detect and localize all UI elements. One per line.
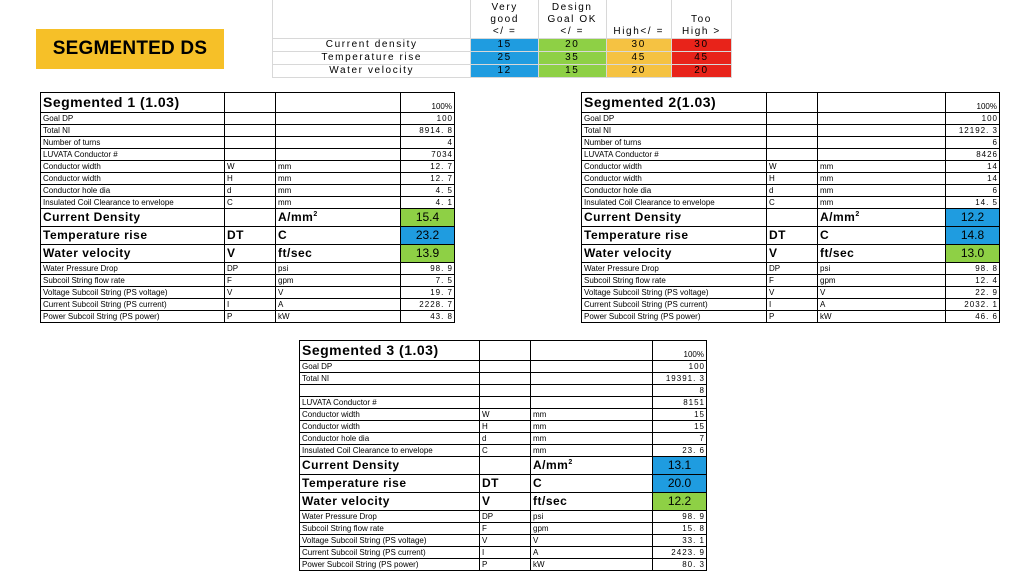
row-label: Conductor width bbox=[582, 161, 767, 173]
row-label: Water Pressure Drop bbox=[582, 263, 767, 275]
legend-cell-very-good: 15 bbox=[471, 38, 539, 51]
row-value: 8 bbox=[653, 385, 707, 397]
table-row bbox=[41, 287, 455, 299]
table-row bbox=[300, 559, 707, 571]
unit-text: A/mm bbox=[820, 210, 856, 224]
row-unit bbox=[818, 209, 946, 227]
row-symbol: I bbox=[480, 547, 531, 559]
table-cell bbox=[225, 209, 276, 227]
legend-header-row bbox=[273, 0, 732, 38]
row-label: Subcoil String flow rate bbox=[300, 523, 480, 535]
water-velocity-value: 13.9 bbox=[401, 245, 455, 263]
table-cell bbox=[531, 385, 653, 397]
legend-cell-too-high: 20 bbox=[671, 64, 731, 77]
unit-exponent: 2 bbox=[855, 211, 860, 218]
row-symbol: H bbox=[480, 421, 531, 433]
row-symbol: DT bbox=[480, 475, 531, 493]
table-cell bbox=[480, 397, 531, 409]
row-label: Subcoil String flow rate bbox=[582, 275, 767, 287]
table-cell bbox=[818, 149, 946, 161]
table-cell bbox=[480, 373, 531, 385]
row-label: Conductor width bbox=[300, 421, 480, 433]
legend-header-too-high-text: Too High > bbox=[682, 13, 721, 37]
row-unit: mm bbox=[276, 161, 401, 173]
row-value: 100 bbox=[946, 113, 1000, 125]
row-value: 12192. 3 bbox=[946, 125, 1000, 137]
table-row bbox=[582, 185, 1000, 197]
table-row bbox=[41, 263, 455, 275]
row-value: 98. 8 bbox=[946, 263, 1000, 275]
legend-row-label: Current density bbox=[273, 38, 471, 51]
row-unit: V bbox=[531, 535, 653, 547]
row-label: Total NI bbox=[300, 373, 480, 385]
row-label: Temperature rise bbox=[582, 227, 767, 245]
row-label: Current Subcoil String (PS current) bbox=[582, 299, 767, 311]
table-row-water-velocity bbox=[582, 245, 1000, 263]
table-cell bbox=[767, 137, 818, 149]
row-label: Conductor hole dia bbox=[300, 433, 480, 445]
row-label: Temperature rise bbox=[41, 227, 225, 245]
row-symbol: DP bbox=[225, 263, 276, 275]
row-value: 100 bbox=[653, 361, 707, 373]
table-cell bbox=[818, 125, 946, 137]
row-label: Conductor width bbox=[300, 409, 480, 421]
table-row bbox=[41, 137, 455, 149]
table-cell bbox=[225, 125, 276, 137]
table-header-row bbox=[300, 341, 707, 361]
row-unit: mm bbox=[531, 433, 653, 445]
legend-header-design-ok-text: Design Goal OK </ = bbox=[547, 1, 598, 37]
row-value: 6 bbox=[946, 185, 1000, 197]
row-unit: psi bbox=[276, 263, 401, 275]
row-label: Voltage Subcoil String (PS voltage) bbox=[41, 287, 225, 299]
table-cell bbox=[531, 397, 653, 409]
row-symbol: P bbox=[767, 311, 818, 323]
row-symbol: DT bbox=[225, 227, 276, 245]
row-value: 46. 6 bbox=[946, 311, 1000, 323]
row-value: 4. 5 bbox=[401, 185, 455, 197]
table-cell bbox=[225, 149, 276, 161]
segmented-2-table bbox=[581, 92, 1000, 323]
row-value: 14 bbox=[946, 173, 1000, 185]
row-value: 19. 7 bbox=[401, 287, 455, 299]
table-row bbox=[300, 421, 707, 433]
row-symbol: P bbox=[480, 559, 531, 571]
table-row-temp-rise bbox=[300, 475, 707, 493]
table-header-row bbox=[582, 93, 1000, 113]
table-row bbox=[300, 409, 707, 421]
water-velocity-value: 12.2 bbox=[653, 493, 707, 511]
row-unit: gpm bbox=[818, 275, 946, 287]
row-unit: A bbox=[276, 299, 401, 311]
row-label: Goal DP bbox=[41, 113, 225, 125]
row-symbol: V bbox=[480, 535, 531, 547]
table-row bbox=[41, 161, 455, 173]
table-row bbox=[300, 535, 707, 547]
table-cell bbox=[767, 125, 818, 137]
row-unit: C bbox=[276, 227, 401, 245]
table-header-row bbox=[41, 93, 455, 113]
row-symbol: W bbox=[225, 161, 276, 173]
row-symbol: H bbox=[767, 173, 818, 185]
legend-cell-design-ok: 15 bbox=[538, 64, 606, 77]
row-symbol: C bbox=[767, 197, 818, 209]
temp-rise-value: 20.0 bbox=[653, 475, 707, 493]
row-unit: kW bbox=[276, 311, 401, 323]
table-cell bbox=[225, 113, 276, 125]
row-unit: gpm bbox=[276, 275, 401, 287]
row-symbol: V bbox=[480, 493, 531, 511]
legend-header-very-good-text: Very good </ = bbox=[490, 1, 519, 37]
table-row bbox=[582, 197, 1000, 209]
table-cell bbox=[767, 93, 818, 113]
row-unit bbox=[531, 457, 653, 475]
row-symbol: I bbox=[225, 299, 276, 311]
table-row-water-velocity bbox=[300, 493, 707, 511]
row-symbol: F bbox=[225, 275, 276, 287]
temp-rise-value: 23.2 bbox=[401, 227, 455, 245]
row-unit: ft/sec bbox=[818, 245, 946, 263]
table-cell bbox=[480, 385, 531, 397]
row-label: Current Subcoil String (PS current) bbox=[41, 299, 225, 311]
table-row bbox=[582, 311, 1000, 323]
row-unit: A bbox=[531, 547, 653, 559]
table-row bbox=[41, 197, 455, 209]
table-cell bbox=[480, 361, 531, 373]
row-symbol: V bbox=[767, 287, 818, 299]
row-label: Insulated Coil Clearance to envelope bbox=[300, 445, 480, 457]
row-label: Current Density bbox=[41, 209, 225, 227]
row-symbol: d bbox=[767, 185, 818, 197]
row-unit: C bbox=[818, 227, 946, 245]
row-label: Water Pressure Drop bbox=[300, 511, 480, 523]
legend-header-high: High</ = bbox=[606, 0, 671, 38]
row-label-blank bbox=[300, 385, 480, 397]
row-value: 43. 8 bbox=[401, 311, 455, 323]
legend-cell-high: 30 bbox=[606, 38, 671, 51]
table-row bbox=[41, 311, 455, 323]
table-row bbox=[41, 125, 455, 137]
row-symbol: V bbox=[767, 245, 818, 263]
row-symbol: F bbox=[480, 523, 531, 535]
table-row bbox=[41, 173, 455, 185]
table-cell bbox=[767, 149, 818, 161]
legend-header-very-good bbox=[471, 0, 539, 38]
row-label: Conductor width bbox=[582, 173, 767, 185]
table-cell bbox=[276, 149, 401, 161]
row-symbol: W bbox=[480, 409, 531, 421]
row-unit: A bbox=[818, 299, 946, 311]
row-unit: psi bbox=[818, 263, 946, 275]
row-symbol: I bbox=[767, 299, 818, 311]
row-unit: mm bbox=[276, 185, 401, 197]
legend-cell-high: 45 bbox=[606, 51, 671, 64]
row-value: 12. 4 bbox=[946, 275, 1000, 287]
row-label: Insulated Coil Clearance to envelope bbox=[582, 197, 767, 209]
segmented-1-table bbox=[40, 92, 455, 323]
table-row bbox=[582, 125, 1000, 137]
table-row-temp-rise bbox=[41, 227, 455, 245]
row-unit: gpm bbox=[531, 523, 653, 535]
table-cell bbox=[480, 457, 531, 475]
table-cell bbox=[818, 93, 946, 113]
row-unit: mm bbox=[531, 445, 653, 457]
table-row bbox=[41, 185, 455, 197]
table-row-temp-rise bbox=[582, 227, 1000, 245]
row-symbol: P bbox=[225, 311, 276, 323]
current-density-value: 12.2 bbox=[946, 209, 1000, 227]
table-percent: 100% bbox=[946, 93, 1000, 113]
table-cell bbox=[225, 137, 276, 149]
row-symbol: V bbox=[225, 245, 276, 263]
table-cell bbox=[531, 361, 653, 373]
table-row bbox=[41, 113, 455, 125]
row-label: Total NI bbox=[41, 125, 225, 137]
row-label: Water velocity bbox=[41, 245, 225, 263]
legend-cell-design-ok: 20 bbox=[538, 38, 606, 51]
legend-cell-very-good: 12 bbox=[471, 64, 539, 77]
row-label: Insulated Coil Clearance to envelope bbox=[41, 197, 225, 209]
page-title: SEGMENTED DS bbox=[52, 38, 208, 59]
table-row-current-density bbox=[41, 209, 455, 227]
water-velocity-value: 13.0 bbox=[946, 245, 1000, 263]
table-cell bbox=[276, 137, 401, 149]
table-row bbox=[582, 137, 1000, 149]
unit-exponent: 2 bbox=[313, 211, 318, 218]
table-cell bbox=[480, 341, 531, 361]
table-row bbox=[582, 287, 1000, 299]
table-cell bbox=[531, 341, 653, 361]
legend-header-design-ok bbox=[538, 0, 606, 38]
row-unit: V bbox=[276, 287, 401, 299]
table-cell bbox=[276, 93, 401, 113]
row-label: Voltage Subcoil String (PS voltage) bbox=[300, 535, 480, 547]
row-value: 7. 5 bbox=[401, 275, 455, 287]
row-symbol: V bbox=[225, 287, 276, 299]
legend-cell-too-high: 45 bbox=[671, 51, 731, 64]
table-row bbox=[41, 149, 455, 161]
row-value: 4 bbox=[401, 137, 455, 149]
table-row bbox=[41, 299, 455, 311]
row-value: 6 bbox=[946, 137, 1000, 149]
table-cell bbox=[767, 209, 818, 227]
row-unit: mm bbox=[531, 409, 653, 421]
row-unit: mm bbox=[818, 173, 946, 185]
row-unit: kW bbox=[531, 559, 653, 571]
row-value: 15 bbox=[653, 409, 707, 421]
table-row bbox=[41, 275, 455, 287]
row-label: Total NI bbox=[582, 125, 767, 137]
row-unit: mm bbox=[276, 197, 401, 209]
row-value: 14. 5 bbox=[946, 197, 1000, 209]
row-label: Water velocity bbox=[582, 245, 767, 263]
legend-row bbox=[273, 38, 732, 51]
table-row bbox=[582, 275, 1000, 287]
unit-exponent: 2 bbox=[568, 459, 573, 466]
table-row bbox=[300, 547, 707, 559]
table-row bbox=[582, 113, 1000, 125]
legend-cell-high: 20 bbox=[606, 64, 671, 77]
row-unit: C bbox=[531, 475, 653, 493]
table-cell bbox=[225, 93, 276, 113]
row-symbol: DT bbox=[767, 227, 818, 245]
row-unit: mm bbox=[531, 421, 653, 433]
page-title-box bbox=[36, 29, 224, 69]
row-value: 23. 6 bbox=[653, 445, 707, 457]
table-cell bbox=[818, 113, 946, 125]
table-percent: 100% bbox=[653, 341, 707, 361]
table-cell bbox=[276, 125, 401, 137]
table-title: Segmented 3 (1.03) bbox=[300, 341, 480, 361]
row-value: 8426 bbox=[946, 149, 1000, 161]
row-symbol: W bbox=[767, 161, 818, 173]
row-label: LUVATA Conductor # bbox=[41, 149, 225, 161]
table-cell bbox=[276, 113, 401, 125]
legend-row-label: Water velocity bbox=[273, 64, 471, 77]
row-symbol: d bbox=[225, 185, 276, 197]
row-label: Current Density bbox=[300, 457, 480, 475]
row-symbol: F bbox=[767, 275, 818, 287]
row-label: Current Subcoil String (PS current) bbox=[300, 547, 480, 559]
table-row bbox=[300, 433, 707, 445]
table-row bbox=[300, 361, 707, 373]
row-unit: mm bbox=[818, 185, 946, 197]
unit-text: A/mm bbox=[278, 210, 314, 224]
legend-cell-design-ok: 35 bbox=[538, 51, 606, 64]
table-row bbox=[582, 173, 1000, 185]
row-label: Voltage Subcoil String (PS voltage) bbox=[582, 287, 767, 299]
row-label: Current Density bbox=[582, 209, 767, 227]
row-label: Conductor hole dia bbox=[41, 185, 225, 197]
temp-rise-value: 14.8 bbox=[946, 227, 1000, 245]
row-unit: mm bbox=[276, 173, 401, 185]
table-cell bbox=[818, 137, 946, 149]
table-row bbox=[300, 511, 707, 523]
row-label: Power Subcoil String (PS power) bbox=[300, 559, 480, 571]
table-row bbox=[582, 299, 1000, 311]
row-value: 12. 7 bbox=[401, 161, 455, 173]
table-row bbox=[582, 263, 1000, 275]
row-symbol: H bbox=[225, 173, 276, 185]
row-label: Goal DP bbox=[582, 113, 767, 125]
row-label: Goal DP bbox=[300, 361, 480, 373]
table-row-current-density bbox=[300, 457, 707, 475]
row-label: Subcoil String flow rate bbox=[41, 275, 225, 287]
row-value: 8914. 8 bbox=[401, 125, 455, 137]
table-percent: 100% bbox=[401, 93, 455, 113]
row-value: 14 bbox=[946, 161, 1000, 173]
row-label: LUVATA Conductor # bbox=[300, 397, 480, 409]
legend-row-label: Temperature rise bbox=[273, 51, 471, 64]
row-value: 7 bbox=[653, 433, 707, 445]
row-value: 2228. 7 bbox=[401, 299, 455, 311]
table-cell bbox=[531, 373, 653, 385]
row-label: Water Pressure Drop bbox=[41, 263, 225, 275]
table-row bbox=[300, 373, 707, 385]
row-value: 8151 bbox=[653, 397, 707, 409]
table-title: Segmented 1 (1.03) bbox=[41, 93, 225, 113]
table-row bbox=[300, 397, 707, 409]
legend-corner bbox=[273, 0, 471, 38]
row-unit: mm bbox=[818, 161, 946, 173]
row-unit: ft/sec bbox=[531, 493, 653, 511]
row-unit: mm bbox=[818, 197, 946, 209]
row-value: 15 bbox=[653, 421, 707, 433]
row-label: Power Subcoil String (PS power) bbox=[582, 311, 767, 323]
row-value: 12. 7 bbox=[401, 173, 455, 185]
table-title: Segmented 2(1.03) bbox=[582, 93, 767, 113]
row-label: Temperature rise bbox=[300, 475, 480, 493]
threshold-legend-table bbox=[272, 0, 732, 78]
row-value: 100 bbox=[401, 113, 455, 125]
row-label: Conductor width bbox=[41, 173, 225, 185]
row-label: Conductor hole dia bbox=[582, 185, 767, 197]
table-row-water-velocity bbox=[41, 245, 455, 263]
row-symbol: C bbox=[480, 445, 531, 457]
row-value: 22. 9 bbox=[946, 287, 1000, 299]
row-value: 15. 8 bbox=[653, 523, 707, 535]
legend-cell-too-high: 30 bbox=[671, 38, 731, 51]
row-symbol: DP bbox=[767, 263, 818, 275]
row-label: Number of turns bbox=[582, 137, 767, 149]
row-value: 98. 9 bbox=[401, 263, 455, 275]
table-row bbox=[300, 385, 707, 397]
row-value: 33. 1 bbox=[653, 535, 707, 547]
row-unit: psi bbox=[531, 511, 653, 523]
table-row-current-density bbox=[582, 209, 1000, 227]
row-unit: ft/sec bbox=[276, 245, 401, 263]
current-density-value: 13.1 bbox=[653, 457, 707, 475]
row-value: 19391. 3 bbox=[653, 373, 707, 385]
row-unit: kW bbox=[818, 311, 946, 323]
unit-text: A/mm bbox=[533, 458, 569, 472]
table-row bbox=[582, 149, 1000, 161]
row-value: 2423. 9 bbox=[653, 547, 707, 559]
row-value: 98. 9 bbox=[653, 511, 707, 523]
row-label: LUVATA Conductor # bbox=[582, 149, 767, 161]
table-cell bbox=[767, 113, 818, 125]
row-label: Water velocity bbox=[300, 493, 480, 511]
row-unit: V bbox=[818, 287, 946, 299]
legend-row bbox=[273, 64, 732, 77]
row-label: Power Subcoil String (PS power) bbox=[41, 311, 225, 323]
table-row bbox=[300, 523, 707, 535]
row-value: 80. 3 bbox=[653, 559, 707, 571]
row-value: 7034 bbox=[401, 149, 455, 161]
legend-row bbox=[273, 51, 732, 64]
current-density-value: 15.4 bbox=[401, 209, 455, 227]
row-symbol: C bbox=[225, 197, 276, 209]
segmented-3-table bbox=[299, 340, 707, 571]
row-value: 4. 1 bbox=[401, 197, 455, 209]
row-symbol: d bbox=[480, 433, 531, 445]
table-row bbox=[582, 161, 1000, 173]
row-symbol: DP bbox=[480, 511, 531, 523]
row-label: Conductor width bbox=[41, 161, 225, 173]
row-label: Number of turns bbox=[41, 137, 225, 149]
legend-cell-very-good: 25 bbox=[471, 51, 539, 64]
row-value: 2032. 1 bbox=[946, 299, 1000, 311]
table-row bbox=[300, 445, 707, 457]
legend-header-too-high bbox=[671, 0, 731, 38]
row-unit bbox=[276, 209, 401, 227]
